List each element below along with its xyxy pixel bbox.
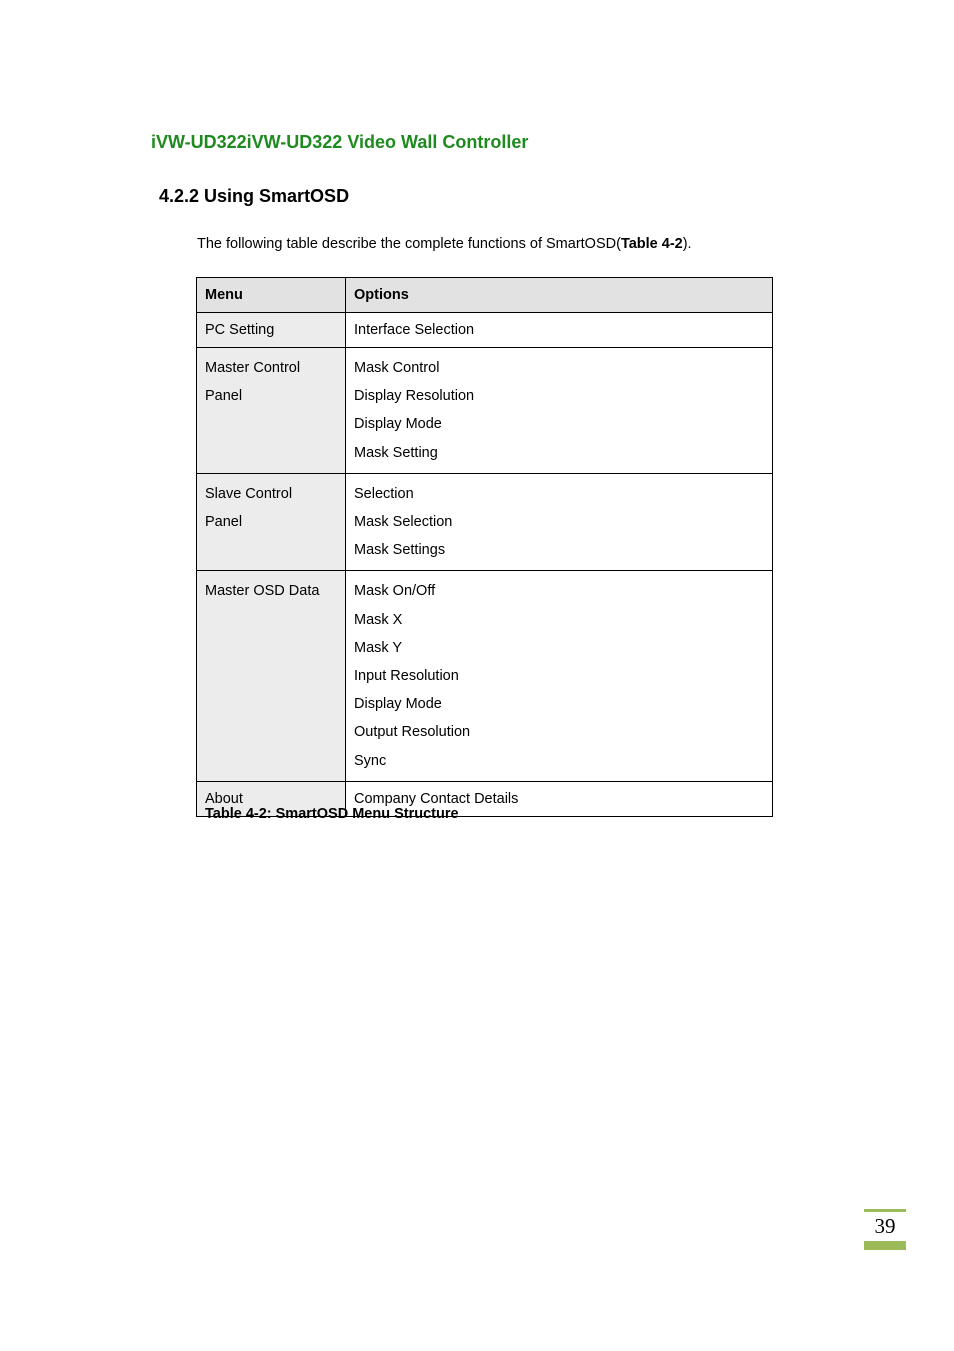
table-caption: Table 4-2: SmartOSD Menu Structure <box>205 806 459 822</box>
option-item: Sync <box>354 752 387 769</box>
column-header-menu: Menu <box>197 278 346 313</box>
option-item: Selection <box>354 485 414 502</box>
option-item: Display Resolution <box>354 388 475 405</box>
options-cell <box>346 473 773 571</box>
menu-cell <box>197 473 346 571</box>
menu-label: Panel <box>205 514 243 531</box>
option-item: Mask On/Off <box>354 583 436 600</box>
page-number-block <box>864 1209 906 1250</box>
intro-paragraph <box>197 236 692 252</box>
menu-label: Slave Control <box>205 485 293 502</box>
smartosd-menu-table <box>196 277 773 817</box>
page-number-accent-bar <box>864 1241 906 1250</box>
option-item: Display Mode <box>354 696 442 713</box>
intro-table-reference: Table 4-2 <box>620 236 683 252</box>
option-item: Mask Selection <box>354 514 453 531</box>
table-row <box>197 571 773 781</box>
table-row <box>197 313 773 348</box>
menu-cell <box>197 348 346 474</box>
menu-cell <box>197 571 346 781</box>
table-body <box>197 313 773 817</box>
table-row <box>197 473 773 571</box>
options-cell <box>346 571 773 781</box>
menu-label: Panel <box>205 388 243 405</box>
option-item: Mask X <box>354 611 403 628</box>
menu-cell <box>197 313 346 348</box>
menu-label: Master Control <box>205 360 301 376</box>
menu-label: About <box>205 790 243 807</box>
menu-label: PC Setting <box>205 321 275 338</box>
page-number-top-rule <box>864 1209 906 1212</box>
option-item: Mask Settings <box>354 542 446 559</box>
options-cell <box>346 313 773 348</box>
option-item: Mask Control <box>354 360 440 376</box>
option-item: Mask Setting <box>354 444 438 461</box>
intro-text-after: ). <box>682 236 692 252</box>
option-item: Output Resolution <box>354 724 471 741</box>
page-number: 39 <box>874 1214 896 1238</box>
options-cell <box>346 348 773 474</box>
option-item: Display Mode <box>354 416 442 433</box>
table-row <box>197 348 773 474</box>
intro-text-before: The following table describe the complete functions of SmartOSD( <box>197 236 621 252</box>
option-item: Interface Selection <box>354 321 475 338</box>
option-item: Input Resolution <box>354 668 459 685</box>
column-header-options: Options <box>346 278 773 313</box>
section-heading: 4.2.2 Using SmartOSD <box>159 186 350 206</box>
document-header-title: iVW-UD322iVW-UD322 Video Wall Controller <box>151 132 529 152</box>
option-item: Company Contact Details <box>354 790 519 807</box>
option-item: Mask Y <box>354 639 403 656</box>
table-header-row <box>197 278 773 313</box>
menu-label: Master OSD Data <box>205 583 320 600</box>
